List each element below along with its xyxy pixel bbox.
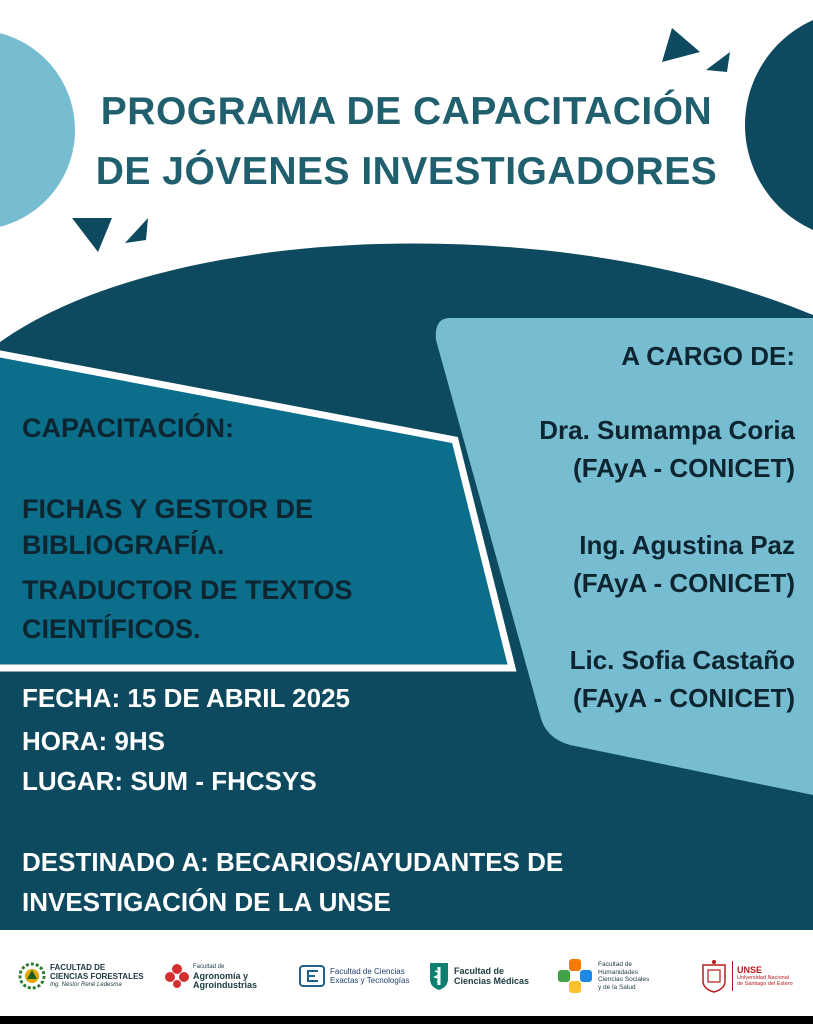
person-affiliation-2: (FAyA - CONICET)	[573, 568, 795, 598]
forestales-line1: FACULTAD DE	[50, 962, 106, 972]
humanidades-line2: Humanidades	[598, 968, 639, 976]
logo-agronomia	[165, 954, 257, 998]
capacitacion-line-2: BIBLIOGRAFÍA.	[22, 530, 225, 560]
unse-line1: UNSE	[737, 964, 763, 975]
forestales-line2: CIENCIAS FORESTALES	[50, 971, 144, 981]
unse-line2: Universidad Nacional	[737, 974, 789, 981]
page-title-line1: PROGRAMA DE CAPACITACIÓN	[100, 90, 713, 133]
triangle-decor	[72, 218, 112, 252]
capacitacion-line-1: FICHAS Y GESTOR DE	[22, 494, 314, 524]
exactas-emblem-icon	[298, 963, 326, 989]
agronomia-line1: Facultad de	[193, 963, 225, 970]
exactas-line2: Exactas y Tecnologías	[330, 976, 410, 985]
logo-medicas	[428, 954, 529, 998]
humanidades-line1: Facultad de	[598, 961, 632, 968]
person-affiliation-1: (FAyA - CONICET)	[573, 453, 795, 483]
unse-line3: de Santiago del Estero	[737, 981, 793, 987]
a-cargo-label: A CARGO DE:	[621, 341, 795, 371]
agronomia-flower-icon	[165, 963, 189, 989]
capacitacion-line-4: CIENTÍFICOS.	[22, 614, 201, 644]
person-name-1: Dra. Sumampa Coria	[539, 415, 795, 445]
triangle-decor	[662, 28, 700, 62]
logo-unse	[700, 954, 793, 998]
capacitacion-label: CAPACITACIÓN:	[22, 413, 234, 443]
fecha-text: FECHA: 15 DE ABRIL 2025	[22, 683, 350, 713]
exactas-line1: Facultad de Ciencias	[330, 967, 405, 976]
logos-footer	[0, 930, 813, 1016]
lugar-text: LUGAR: SUM - FHCSYS	[22, 766, 317, 796]
forestales-line3: Ing. Néstor René Ledesma	[50, 981, 122, 988]
agronomia-line3: Agroindustrias	[193, 979, 258, 990]
triangle-decor	[706, 52, 730, 72]
person-name-2: Ing. Agustina Paz	[579, 530, 795, 560]
hora-text: HORA: 9HS	[22, 726, 166, 756]
destinado-line-2: INVESTIGACIÓN DE LA UNSE	[22, 887, 391, 917]
triangle-decor	[125, 218, 148, 243]
agronomia-line2: Agronomía y	[193, 970, 249, 981]
person-name-3: Lic. Sofia Castaño	[569, 645, 795, 675]
logo-forestales	[18, 954, 144, 998]
page-title-line2: DE JÓVENES INVESTIGADORES	[95, 150, 718, 193]
humanidades-line3: Ciencias Sociales	[598, 976, 650, 983]
destinado-line-1: DESTINADO A: BECARIOS/AYUDANTES DE	[22, 847, 564, 877]
forestales-emblem-icon	[18, 962, 46, 990]
logo-exactas	[298, 954, 409, 998]
medicas-line2: Ciencias Médicas	[454, 976, 530, 986]
humanidades-line4: y de la Salud	[598, 983, 636, 991]
unse-crest-icon	[700, 959, 728, 993]
humanidades-puzzle-icon	[556, 957, 594, 995]
bottom-bar	[0, 1016, 813, 1024]
unse-divider	[732, 961, 733, 991]
person-affiliation-3: (FAyA - CONICET)	[573, 683, 795, 713]
capacitacion-line-3: TRADUCTOR DE TEXTOS	[22, 575, 353, 605]
logo-humanidades	[556, 954, 649, 998]
medicas-shield-icon	[428, 961, 450, 991]
medicas-line1: Facultad de	[454, 966, 505, 976]
